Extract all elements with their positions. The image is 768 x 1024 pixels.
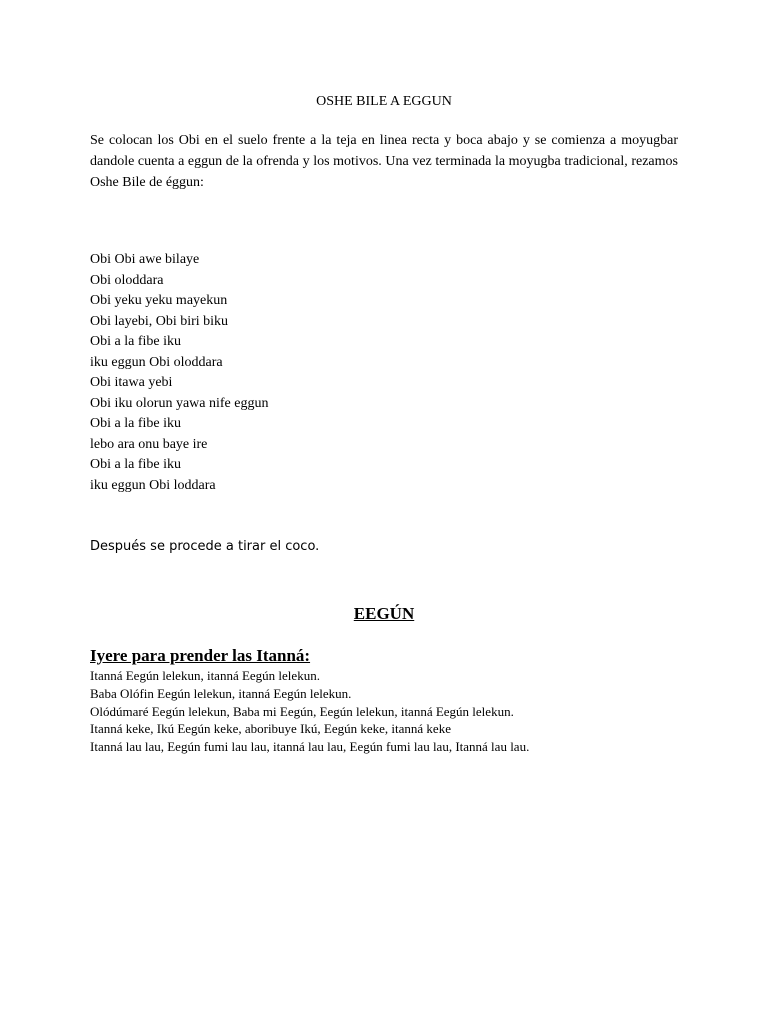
prayer-line: Obi oloddara bbox=[90, 272, 164, 288]
prayer-line: Obi itawa yebi bbox=[90, 375, 173, 390]
subsection-heading: Iyere para prender las Itanná: bbox=[90, 646, 311, 665]
prayer-line: Obi yeku yeku mayekun bbox=[90, 293, 228, 308]
iyere-line: Itanná keke, Ikú Eegún keke, aboribuye Ikú, Eegún keke, itanná keke bbox=[90, 721, 451, 737]
section-title: EEGÚN bbox=[353, 604, 415, 623]
iyere-line: Itanná Eegún lelekun, itanná Eegún lelekun. bbox=[90, 668, 320, 683]
prayer-line: lebo ara onu baye ire bbox=[90, 436, 208, 452]
iyere-line: Baba Olófin Eegún lelekun, itanná Eegún lelekun. bbox=[90, 685, 352, 701]
intro-paragraph: Se colocan los Obi en el suelo frente a la teja en linea recta y boca abajo y se comienza a moyugbar dandole cuenta a eggun de la ofrenda y los motivos. Una vez terminada la moyugba tradicional, rezamos Oshe Bile de éggun: bbox=[90, 133, 678, 190]
iyere-line: Olódúmaré Eegún lelekun, Baba mi Eegún, Eegún lelekun, itanná Eegún lelekun. bbox=[90, 703, 514, 719]
iyere-line: Itanná lau lau, Eegún fumi lau lau, itanná lau lau, Eegún fumi lau lau, Itanná lau lau. bbox=[90, 739, 530, 755]
prayer-line: Obi a la fibe iku bbox=[90, 416, 181, 431]
prayer-line: Obi a la fibe iku bbox=[90, 334, 181, 349]
prayer-line: Obi Obi awe bilaye bbox=[90, 252, 200, 267]
prayer-line: iku eggun Obi oloddara bbox=[90, 354, 223, 370]
prayer-line: Obi a la fibe iku bbox=[90, 457, 181, 472]
prayer-line: iku eggun Obi loddara bbox=[90, 477, 216, 493]
prayer-line: Obi layebi, Obi biri biku bbox=[90, 313, 229, 329]
prayer-block bbox=[90, 250, 650, 496]
document-title: OSHE BILE A EGGUN bbox=[316, 94, 452, 109]
iyere-block bbox=[90, 667, 710, 756]
after-text: Después se procede a tirar el coco. bbox=[90, 539, 320, 554]
prayer-line: Obi iku olorun yawa nife eggun bbox=[90, 395, 269, 411]
